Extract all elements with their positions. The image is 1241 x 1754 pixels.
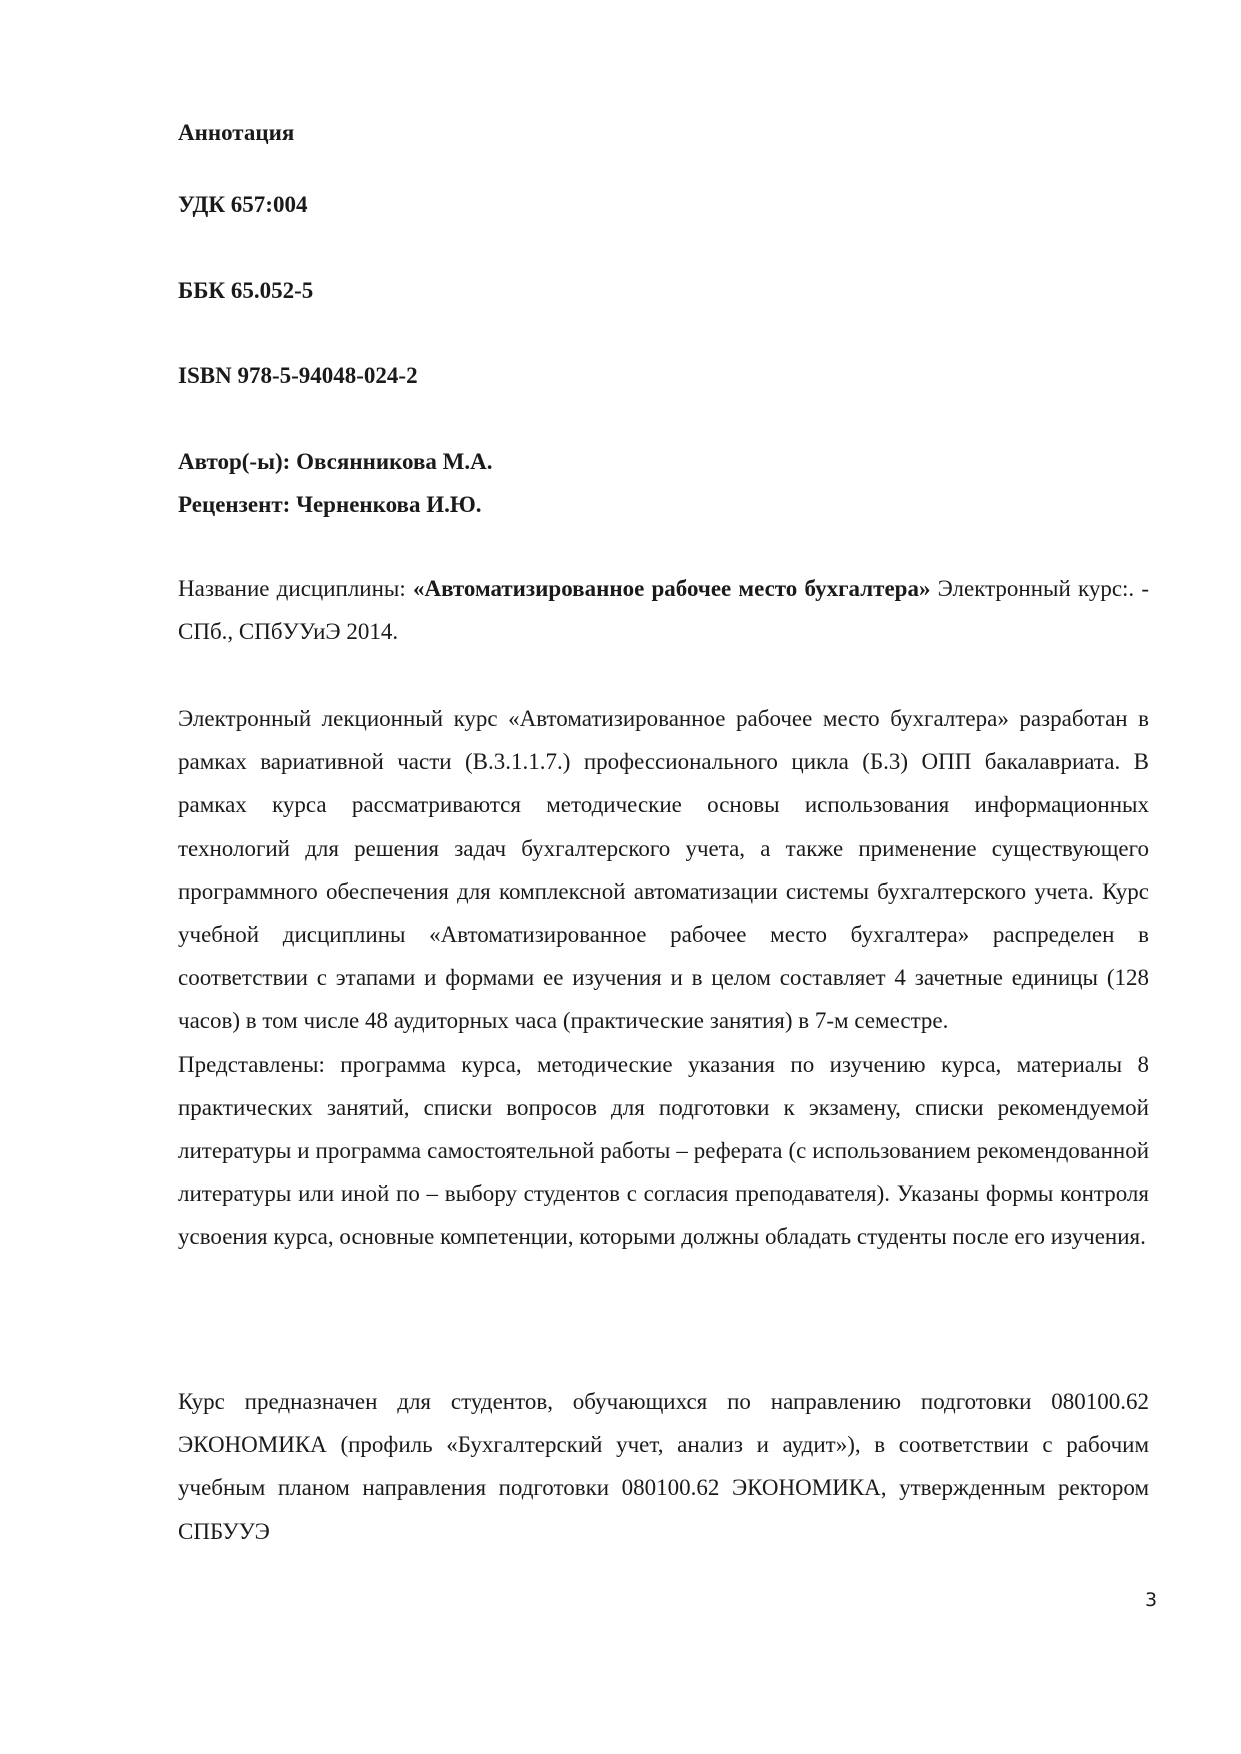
description-paragraph-2: Представлены: программа курса, методические указания по изучению курса, материалы 8 практических занятий, списки вопросов для подготовки к экзамену, списки рекомендуемой литературы и программа самостоятельной работы – реферата (с использованием рекомендованной литературы или иной по – выбору студентов с согласия преподавателя). Указаны формы контроля усвоения курса, основные компетенции, которыми должны обладать студенты после его изучения. bbox=[178, 1051, 1149, 1250]
isbn-code: ISBN 978-5-94048-024-2 bbox=[178, 363, 418, 388]
page-heading: Аннотация bbox=[178, 120, 295, 145]
discipline-suffix: Электронный курс:. - СПб., СПбУУиЭ 2014. bbox=[178, 576, 1150, 645]
discipline-paragraph bbox=[178, 567, 1149, 653]
description-paragraph-1: Электронный лекционный курс «Автоматизированное рабочее место бухгалтера» разработан в рамках вариативной части (В.3.1.1.7.) профессионального цикла (Б.3) ОПП бакалавриата. В рамках курса рассматриваются методические основы использования информационных технологий для решения задач бухгалтерского учета, а также применение существующего программного обеспечения для комплексной автоматизации системы бухгалтерского учета. Курс учебной дисциплины «Автоматизированное рабочее место бухгалтера» распределен в соответствии с этапами и формами ее изучения и в целом составляет 4 зачетные единицы (128 часов) в том числе 48 аудиторных часа (практические занятия) в 7-м семестре. bbox=[178, 706, 1149, 1034]
reviewer-line: Рецензент: Черненкова И.Ю. bbox=[178, 492, 482, 517]
discipline-title: «Автоматизированное рабочее место бухгалтера» bbox=[412, 576, 931, 601]
discipline-text bbox=[178, 567, 1149, 653]
page-number: 3 bbox=[1144, 1589, 1158, 1611]
description-block bbox=[178, 697, 1149, 1259]
audience-block bbox=[178, 1380, 1149, 1553]
audience-paragraph: Курс предназначен для студентов, обучающихся по направлению подготовки 080100.62 ЭКОНОМИКА (профиль «Бухгалтерский учет, анализ и аудит»), в соответствии с рабочим учебным планом направления подготовки 080100.62 ЭКОНОМИКА, утвержденным ректором СПБУУЭ bbox=[178, 1389, 1149, 1544]
author-line: Автор(-ы): Овсянникова М.А. bbox=[178, 449, 493, 474]
udk-code: УДК 657:004 bbox=[178, 192, 308, 217]
bbk-code: ББК 65.052-5 bbox=[178, 278, 314, 303]
discipline-prefix: Название дисциплины: bbox=[178, 576, 413, 601]
